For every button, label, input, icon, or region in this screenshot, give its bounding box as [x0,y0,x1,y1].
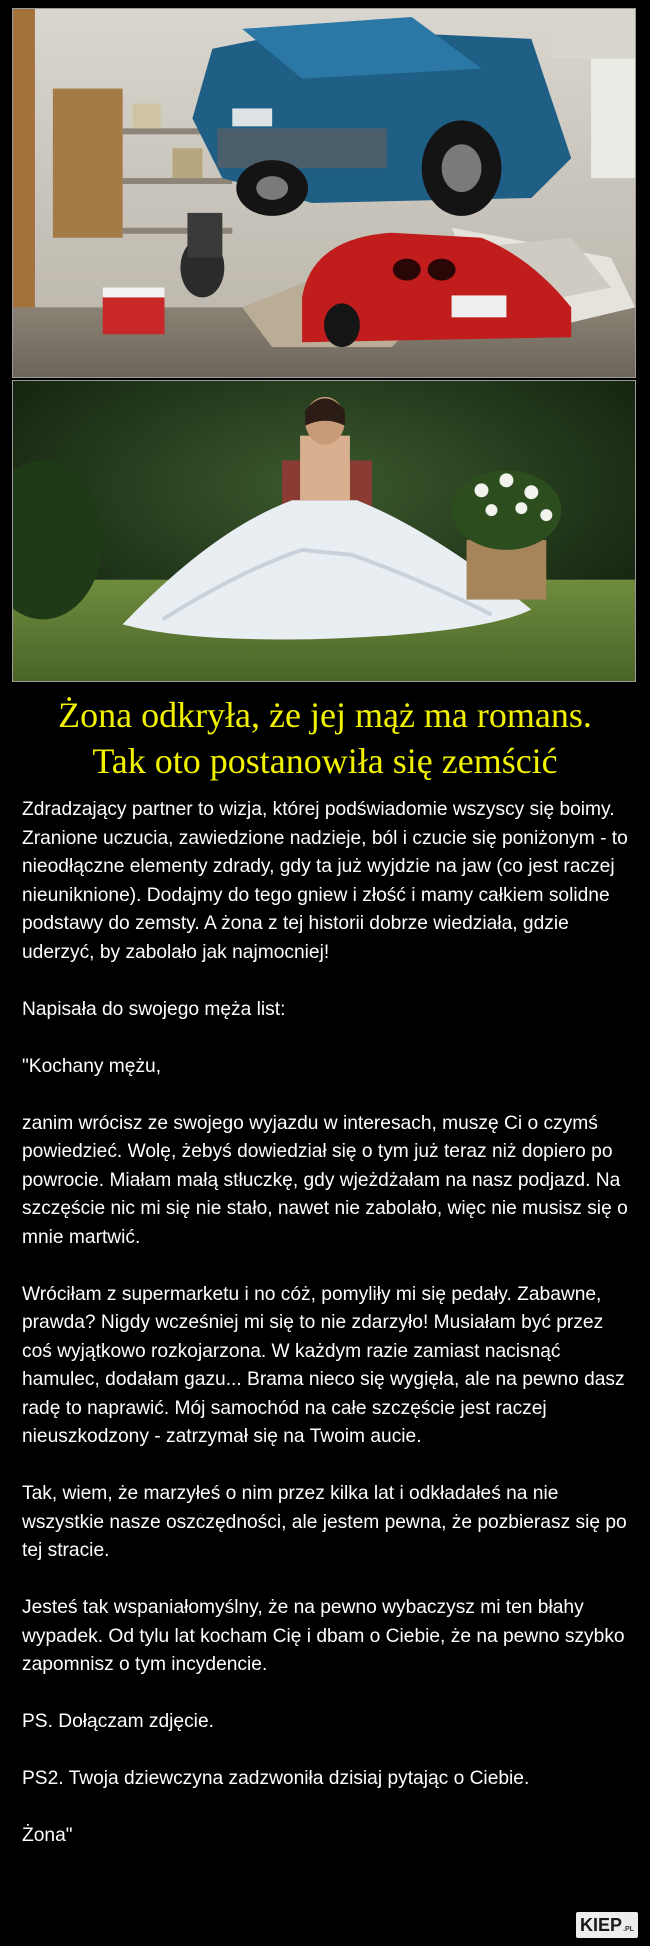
photo-bride [12,380,636,682]
paragraph: Napisała do swojego męża list: [22,998,286,1020]
bride-image [13,381,635,681]
paragraph: PS. Dołączam zdjęcie. [22,1711,214,1732]
kiep-logo [576,1912,638,1938]
paragraph: zanim wrócisz ze swojego wyjazdu w interesach, muszę Ci o czymś powiedzieć. Wolę, żebyś dowiedział się o tym już teraz niż dopiero po powrocie. Miałam małą stłuczkę, gdy wjeżdżałam na nasz podjazd. Na szczęście nic mi się nie stało, nawet nie zabolało, więc nie musisz się o mnie martwić. [22,1112,628,1248]
logo-main: KIEP [580,1914,623,1935]
headline-line-2: Tak oto postanowiła się zemścić [92,741,558,781]
logo-suffix: .PL [623,1925,634,1933]
paragraph: Żona" [22,1825,73,1846]
article-body [22,796,634,1851]
photo-crash [12,8,636,378]
paragraph: Tak, wiem, że marzyłeś o nim przez kilka lat i odkładałeś na nie wszystkie nasze oszczędności, ale jestem pewna, że pozbierasz się po tej stracie. [22,1483,627,1561]
paragraph: Zdradzający partner to wizja, której podświadomie wszyscy się boimy. Zranione uczucia, zawiedzione nadzieje, ból i czucie się poniżonym - to nieodłączne elementy zdrady, gdy ta już wyjdzie na jaw (co jest raczej nieuniknione). Dodajmy do tego gniew i złość i mamy całkiem solidne podstawy do zemsty. A żona z tej historii dobrze wiedziała, gdzie uderzyć, by zabolało jak najmocniej! [22,799,628,963]
garage-crash-image [13,9,635,377]
paragraph: "Kochany mężu, [22,1055,162,1077]
paragraph: Wróciłam z supermarketu i no cóż, pomyliły mi się pedały. Zabawne, prawda? Nigdy wcześniej mi się to nie zdarzyło! Musiałam być przez coś wyjątkowo rozkojarzona. W każdym razie zamiast nacisnąć hamulec, dodałam gazu... Brama nieco się wygięła, ale na pewno dasz radę to naprawić. Mój samochód na całe szczęście jest raczej nieuszkodzony - zatrzymał się na Twoim aucie. [22,1283,625,1447]
headline-line-1: Żona odkryła, że jej mąż ma romans. [58,695,592,735]
paragraph: PS2. Twoja dziewczyna zadzwoniła dzisiaj pytając o Ciebie. [22,1768,530,1789]
article-headline [0,692,650,784]
paragraph: Jesteś tak wspaniałomyślny, że na pewno wybaczysz mi ten błahy wypadek. Od tylu lat kocham Cię i dbam o Ciebie, że na pewno szybko zapomnisz o tym incydencie. [22,1597,625,1675]
